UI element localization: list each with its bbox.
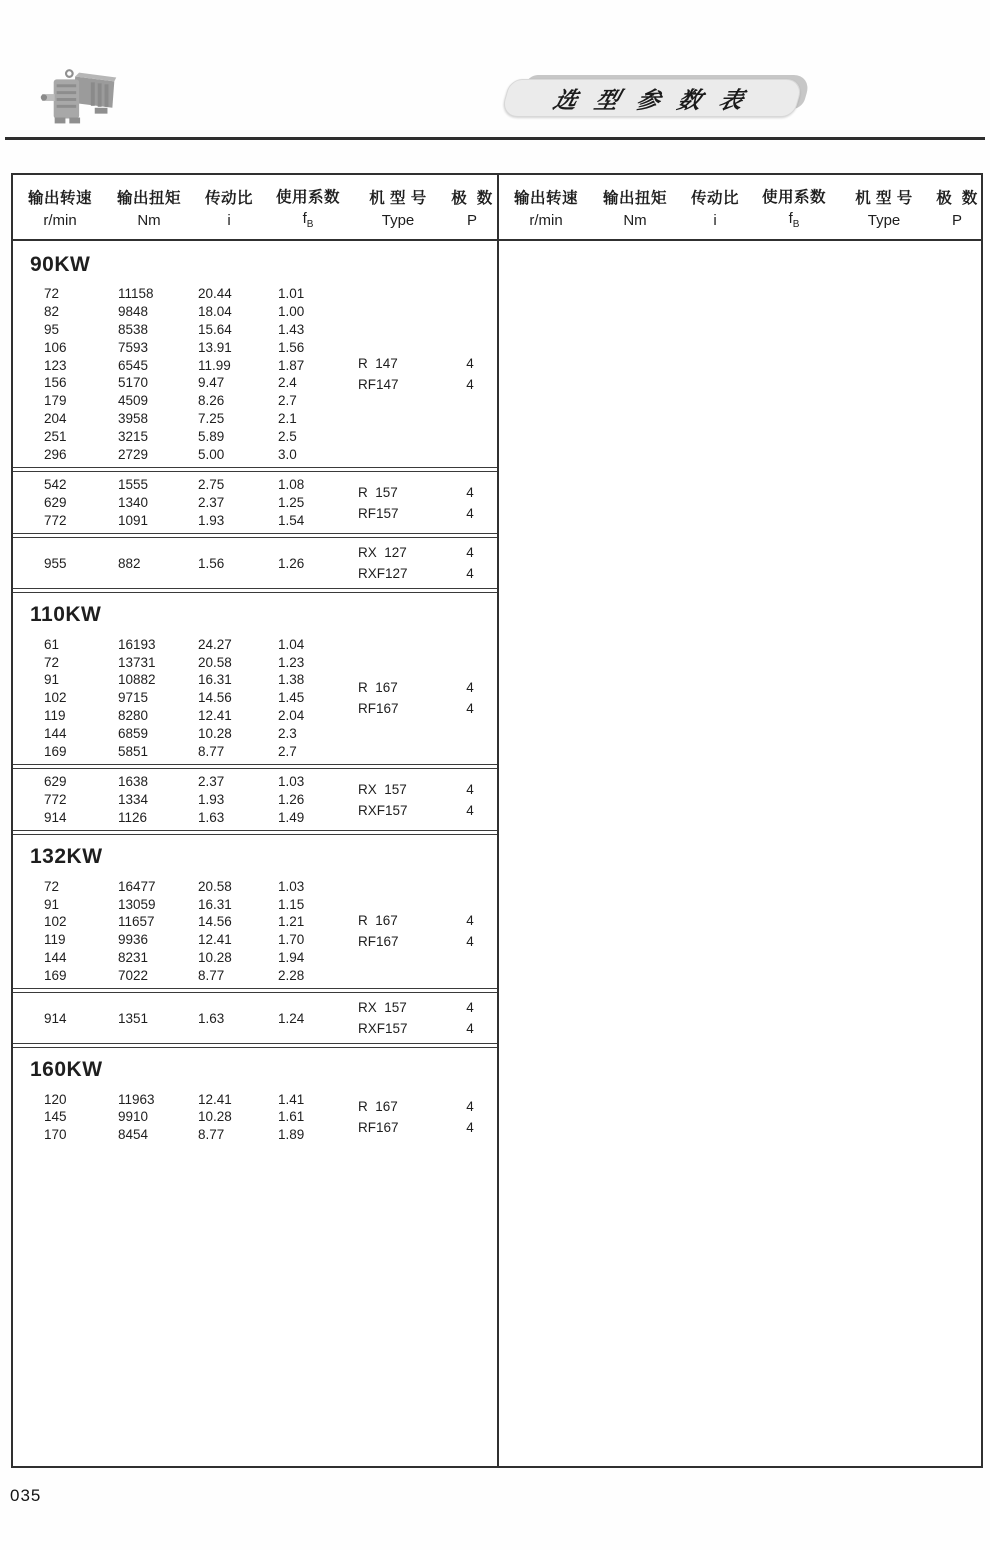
cell-service-factor: 1.61 [278, 1109, 305, 1125]
cell-output-torque: 1126 [118, 809, 148, 825]
cell-output-torque: 2729 [118, 446, 149, 462]
cell-output-speed: 72 [44, 654, 60, 670]
cell-ratio: 13.91 [198, 339, 232, 355]
cell-output-speed: 144 [44, 949, 67, 965]
column-header [933, 175, 981, 239]
column-header [447, 175, 497, 239]
cell-ratio: 1.56 [198, 555, 225, 571]
section-title: 110KW [30, 603, 102, 627]
data-block [13, 282, 497, 466]
cell-ratio: 8.77 [198, 743, 225, 759]
type-row [348, 779, 493, 800]
cell-service-factor: 1.56 [278, 339, 305, 355]
cell-service-factor: 1.26 [278, 792, 305, 808]
column-header [349, 175, 447, 239]
selection-parameter-table [11, 173, 983, 1468]
page-number: 035 [10, 1486, 42, 1505]
cell-output-torque: 9715 [118, 690, 149, 706]
section-title: 132KW [30, 845, 103, 869]
header-rule [5, 137, 985, 140]
cell-output-speed: 629 [44, 495, 67, 511]
type-row [348, 677, 493, 698]
cell-output-speed: 170 [44, 1127, 67, 1143]
block-separator [13, 533, 497, 538]
column-label: 极 数 [936, 190, 978, 207]
cell-output-torque: 13059 [118, 896, 156, 912]
column-unit: $f_B$ [302, 210, 314, 230]
cell-output-speed: 955 [44, 555, 67, 571]
column-header [677, 175, 753, 239]
poles-value: 4 [466, 566, 474, 582]
cell-output-speed: 91 [44, 672, 60, 688]
cell-output-speed: 61 [44, 636, 60, 652]
cell-output-torque: 882 [118, 555, 141, 571]
column-unit: r/min [529, 212, 563, 229]
cell-service-factor: 1.26 [278, 555, 305, 571]
cell-output-torque: 11158 [118, 286, 154, 302]
cell-output-speed: 914 [44, 809, 67, 825]
column-unit: i [713, 212, 717, 229]
cell-output-speed: 95 [44, 322, 60, 337]
column-unit: Nm [623, 212, 647, 229]
poles-value: 4 [466, 1098, 474, 1114]
cell-output-torque: 11657 [118, 914, 155, 930]
cell-ratio: 1.93 [198, 792, 225, 808]
cell-output-speed: 144 [44, 725, 67, 741]
cell-service-factor: 1.87 [278, 357, 305, 373]
column-label: 使用系数 [761, 189, 826, 206]
model-label: RX 127 [358, 545, 407, 561]
table-header [13, 175, 981, 241]
type-row [348, 698, 493, 719]
type-row [348, 910, 493, 931]
cell-output-torque: 1351 [118, 1010, 149, 1026]
cell-output-speed: 102 [44, 914, 67, 930]
column-unit: P [951, 212, 962, 229]
cell-ratio: 18.04 [198, 304, 232, 320]
cell-ratio: 2.37 [198, 774, 225, 790]
cell-service-factor: 1.38 [278, 672, 305, 688]
cell-output-torque: 9936 [118, 932, 149, 948]
cell-ratio: 1.93 [198, 512, 225, 528]
table-body-left-group [13, 241, 497, 1466]
column-unit: i [227, 212, 231, 229]
cell-output-torque: 9848 [118, 304, 149, 320]
model-label: RXF127 [358, 566, 408, 582]
cell-ratio: 8.77 [198, 1127, 225, 1143]
cell-service-factor: 3.0 [278, 446, 297, 462]
cell-output-torque: 8231 [118, 949, 149, 965]
cell-service-factor: 2.1 [278, 410, 297, 426]
cell-output-speed: 204 [44, 410, 67, 426]
cell-ratio: 7.25 [198, 410, 225, 426]
cell-ratio: 12.41 [198, 707, 232, 723]
column-label: 输出转速 [27, 190, 92, 207]
cell-output-torque: 13731 [118, 654, 156, 670]
poles-value: 4 [466, 802, 474, 818]
poles-value: 4 [466, 912, 474, 928]
type-row [348, 563, 493, 584]
cell-output-speed: 179 [44, 393, 67, 409]
cell-output-torque: 6545 [118, 357, 149, 373]
cell-ratio: 2.75 [198, 477, 225, 493]
model-label: R 167 [358, 912, 398, 928]
cell-ratio: 20.58 [198, 654, 232, 670]
model-label: RF157 [358, 505, 399, 521]
model-label: RF167 [358, 933, 399, 949]
type-row [348, 503, 493, 524]
cell-output-torque: 10882 [118, 672, 156, 688]
cell-ratio: 2.37 [198, 495, 225, 511]
poles-value: 4 [466, 1000, 474, 1016]
model-label: RF167 [358, 700, 399, 716]
cell-ratio: 24.27 [198, 636, 232, 652]
data-block [13, 874, 497, 987]
cell-output-torque: 4509 [118, 393, 149, 409]
column-unit-subscript: B [306, 219, 314, 230]
poles-value: 4 [466, 1021, 474, 1037]
cell-output-speed: 102 [44, 690, 67, 706]
block-separator [13, 764, 497, 769]
type-row [348, 1117, 493, 1138]
data-block [13, 539, 497, 587]
column-header [267, 175, 349, 239]
cell-service-factor: 2.7 [278, 743, 297, 759]
cell-service-factor: 1.03 [278, 878, 305, 894]
model-label: R 147 [358, 356, 398, 371]
cell-ratio: 8.26 [198, 393, 225, 409]
cell-ratio: 8.77 [198, 967, 225, 983]
gear-motor-illustration [40, 66, 128, 130]
section-title: 90KW [30, 253, 91, 276]
cell-ratio: 10.28 [198, 725, 232, 741]
model-label: R 167 [358, 679, 398, 695]
cell-output-speed: 72 [44, 878, 60, 894]
cell-ratio: 1.63 [198, 809, 225, 825]
data-block [13, 770, 497, 829]
column-label: 极 数 [451, 190, 493, 207]
cell-service-factor: 2.5 [278, 428, 297, 444]
column-header [13, 175, 107, 239]
type-row [348, 1096, 493, 1117]
table-body-right-group [497, 241, 981, 1466]
cell-ratio: 10.28 [198, 949, 232, 965]
cell-service-factor: 1.00 [278, 304, 305, 320]
cell-output-torque: 8280 [118, 707, 149, 723]
cell-ratio: 10.28 [198, 1109, 232, 1125]
cell-output-torque: 6859 [118, 725, 149, 741]
table-header-left-group [13, 175, 497, 239]
column-label: 输出扭矩 [116, 190, 181, 207]
column-label: 机 型 号 [855, 190, 913, 207]
cell-ratio: 5.89 [198, 428, 225, 444]
gear-motor-image [40, 66, 128, 130]
column-unit: $f_B$ [788, 210, 800, 230]
poles-value: 4 [466, 781, 474, 797]
cell-output-speed: 251 [44, 428, 67, 444]
cell-output-torque: 1340 [118, 495, 149, 511]
cell-output-torque: 9910 [118, 1109, 149, 1125]
cell-service-factor: 1.01 [278, 286, 305, 302]
cell-output-speed: 542 [44, 477, 67, 493]
model-label: R 167 [358, 1098, 398, 1114]
column-unit-subscript: B [792, 219, 800, 230]
cell-output-torque: 1091 [118, 512, 149, 528]
column-header [107, 175, 191, 239]
page-title: 选 型 参 数 表 [550, 86, 753, 113]
table-body [13, 241, 981, 1466]
model-label: RX 157 [358, 1000, 407, 1016]
cell-output-speed: 914 [44, 1010, 67, 1026]
cell-output-torque: 16193 [118, 636, 156, 652]
cell-ratio: 5.00 [198, 446, 225, 462]
cell-service-factor: 1.89 [278, 1127, 305, 1143]
cell-output-torque: 7022 [118, 967, 149, 983]
column-header [835, 175, 933, 239]
model-label: RF167 [358, 1119, 399, 1135]
column-unit: P [466, 212, 477, 229]
column-unit: Type [867, 212, 901, 229]
cell-ratio: 15.64 [198, 322, 232, 337]
type-column [348, 874, 493, 987]
column-label: 使用系数 [275, 189, 340, 206]
cell-service-factor: 1.94 [278, 949, 305, 965]
type-row [348, 1018, 493, 1039]
cell-ratio: 20.58 [198, 878, 232, 894]
cell-output-speed: 120 [44, 1091, 67, 1107]
cell-output-torque: 1555 [118, 477, 149, 493]
type-column [348, 539, 493, 587]
cell-output-speed: 772 [44, 512, 67, 528]
title-banner-front [500, 79, 805, 117]
table-header-right-group [497, 175, 981, 239]
type-column [348, 632, 493, 763]
poles-value: 4 [466, 679, 474, 695]
cell-output-speed: 145 [44, 1109, 67, 1125]
cell-service-factor: 1.41 [278, 1091, 305, 1107]
cell-output-torque: 8454 [118, 1127, 149, 1143]
poles-value: 4 [466, 933, 474, 949]
poles-value: 4 [466, 700, 474, 716]
cell-output-torque: 11963 [118, 1091, 155, 1107]
cell-output-speed: 156 [44, 375, 67, 391]
cell-service-factor: 1.08 [278, 477, 305, 493]
section-separator [13, 1043, 497, 1048]
model-label: R 157 [358, 484, 398, 500]
cell-ratio: 12.41 [198, 1091, 232, 1107]
section-separator [13, 588, 497, 593]
cell-output-speed: 296 [44, 446, 67, 462]
type-column [348, 770, 493, 829]
cell-output-speed: 169 [44, 743, 67, 759]
column-label: 输出扭矩 [602, 190, 667, 207]
cell-output-torque: 5170 [118, 375, 149, 391]
cell-output-torque: 1638 [118, 774, 149, 790]
block-separator [13, 988, 497, 993]
column-header [191, 175, 267, 239]
column-unit: Type [381, 212, 415, 229]
cell-service-factor: 2.7 [278, 393, 297, 409]
data-block [13, 473, 497, 532]
column-header [593, 175, 677, 239]
column-label: 传动比 [690, 190, 739, 207]
cell-service-factor: 1.70 [278, 932, 305, 948]
data-block [13, 994, 497, 1042]
title-banner [505, 75, 810, 117]
cell-output-torque: 16477 [118, 878, 156, 894]
section-title: 160KW [30, 1058, 103, 1082]
cell-output-torque: 5851 [118, 743, 149, 759]
cell-output-torque: 1334 [118, 792, 149, 808]
cell-ratio: 9.47 [198, 375, 225, 391]
type-row [348, 931, 493, 952]
type-row [348, 482, 493, 503]
cell-service-factor: 1.15 [278, 896, 305, 912]
cell-service-factor: 2.3 [278, 725, 297, 741]
cell-output-speed: 82 [44, 304, 60, 320]
poles-value: 4 [466, 356, 474, 371]
block-separator [13, 467, 497, 472]
poles-value: 4 [466, 545, 474, 561]
column-unit: r/min [43, 212, 77, 229]
type-column [348, 282, 493, 466]
data-block [13, 1087, 497, 1146]
cell-service-factor: 1.25 [278, 495, 305, 511]
cell-ratio: 16.31 [198, 896, 232, 912]
poles-value: 4 [466, 484, 474, 500]
cell-ratio: 1.63 [198, 1010, 225, 1026]
cell-service-factor: 1.54 [278, 512, 305, 528]
cell-service-factor: 1.04 [278, 636, 305, 652]
type-row [348, 800, 493, 821]
cell-output-torque: 7593 [118, 339, 149, 355]
cell-ratio: 12.41 [198, 932, 232, 948]
column-label: 传动比 [204, 190, 253, 207]
poles-value: 4 [466, 377, 474, 392]
model-label: RX 157 [358, 781, 407, 797]
type-row [348, 997, 493, 1018]
cell-output-speed: 119 [44, 707, 66, 723]
model-label: RXF157 [358, 802, 408, 818]
model-label: RXF157 [358, 1021, 408, 1037]
cell-service-factor: 1.24 [278, 1010, 305, 1026]
cell-output-speed: 106 [44, 339, 67, 355]
cell-ratio: 14.56 [198, 690, 232, 706]
poles-value: 4 [466, 505, 474, 521]
cell-ratio: 14.56 [198, 914, 232, 930]
type-row [348, 353, 493, 374]
type-column [348, 1087, 493, 1146]
cell-output-speed: 119 [44, 932, 66, 948]
type-column [348, 994, 493, 1042]
column-label: 机 型 号 [369, 190, 427, 207]
cell-output-speed: 72 [44, 286, 60, 302]
cell-output-speed: 772 [44, 792, 67, 808]
cell-output-torque: 3215 [118, 428, 149, 444]
column-unit: Nm [137, 212, 161, 229]
cell-output-torque: 3958 [118, 410, 149, 426]
cell-service-factor: 1.23 [278, 654, 305, 670]
cell-service-factor: 2.28 [278, 967, 305, 983]
cell-output-speed: 123 [44, 357, 67, 373]
poles-value: 4 [466, 1119, 474, 1135]
type-row [348, 542, 493, 563]
cell-output-speed: 169 [44, 967, 67, 983]
cell-service-factor: 1.21 [278, 914, 305, 930]
cell-service-factor: 2.04 [278, 707, 305, 723]
model-label: RF147 [358, 377, 399, 392]
section-separator [13, 830, 497, 835]
cell-service-factor: 2.4 [278, 375, 297, 391]
data-block [13, 632, 497, 763]
cell-ratio: 20.44 [198, 286, 232, 302]
type-column [348, 473, 493, 532]
cell-output-torque: 8538 [118, 322, 149, 337]
cell-service-factor: 1.43 [278, 322, 305, 337]
cell-output-speed: 629 [44, 774, 67, 790]
column-header [499, 175, 593, 239]
cell-service-factor: 1.45 [278, 690, 305, 706]
cell-service-factor: 1.49 [278, 809, 305, 825]
type-row [348, 374, 493, 395]
cell-output-speed: 91 [44, 896, 60, 912]
cell-service-factor: 1.03 [278, 774, 305, 790]
column-header [753, 175, 835, 239]
column-label: 输出转速 [513, 190, 578, 207]
cell-ratio: 16.31 [198, 672, 232, 688]
cell-ratio: 11.99 [198, 357, 231, 373]
